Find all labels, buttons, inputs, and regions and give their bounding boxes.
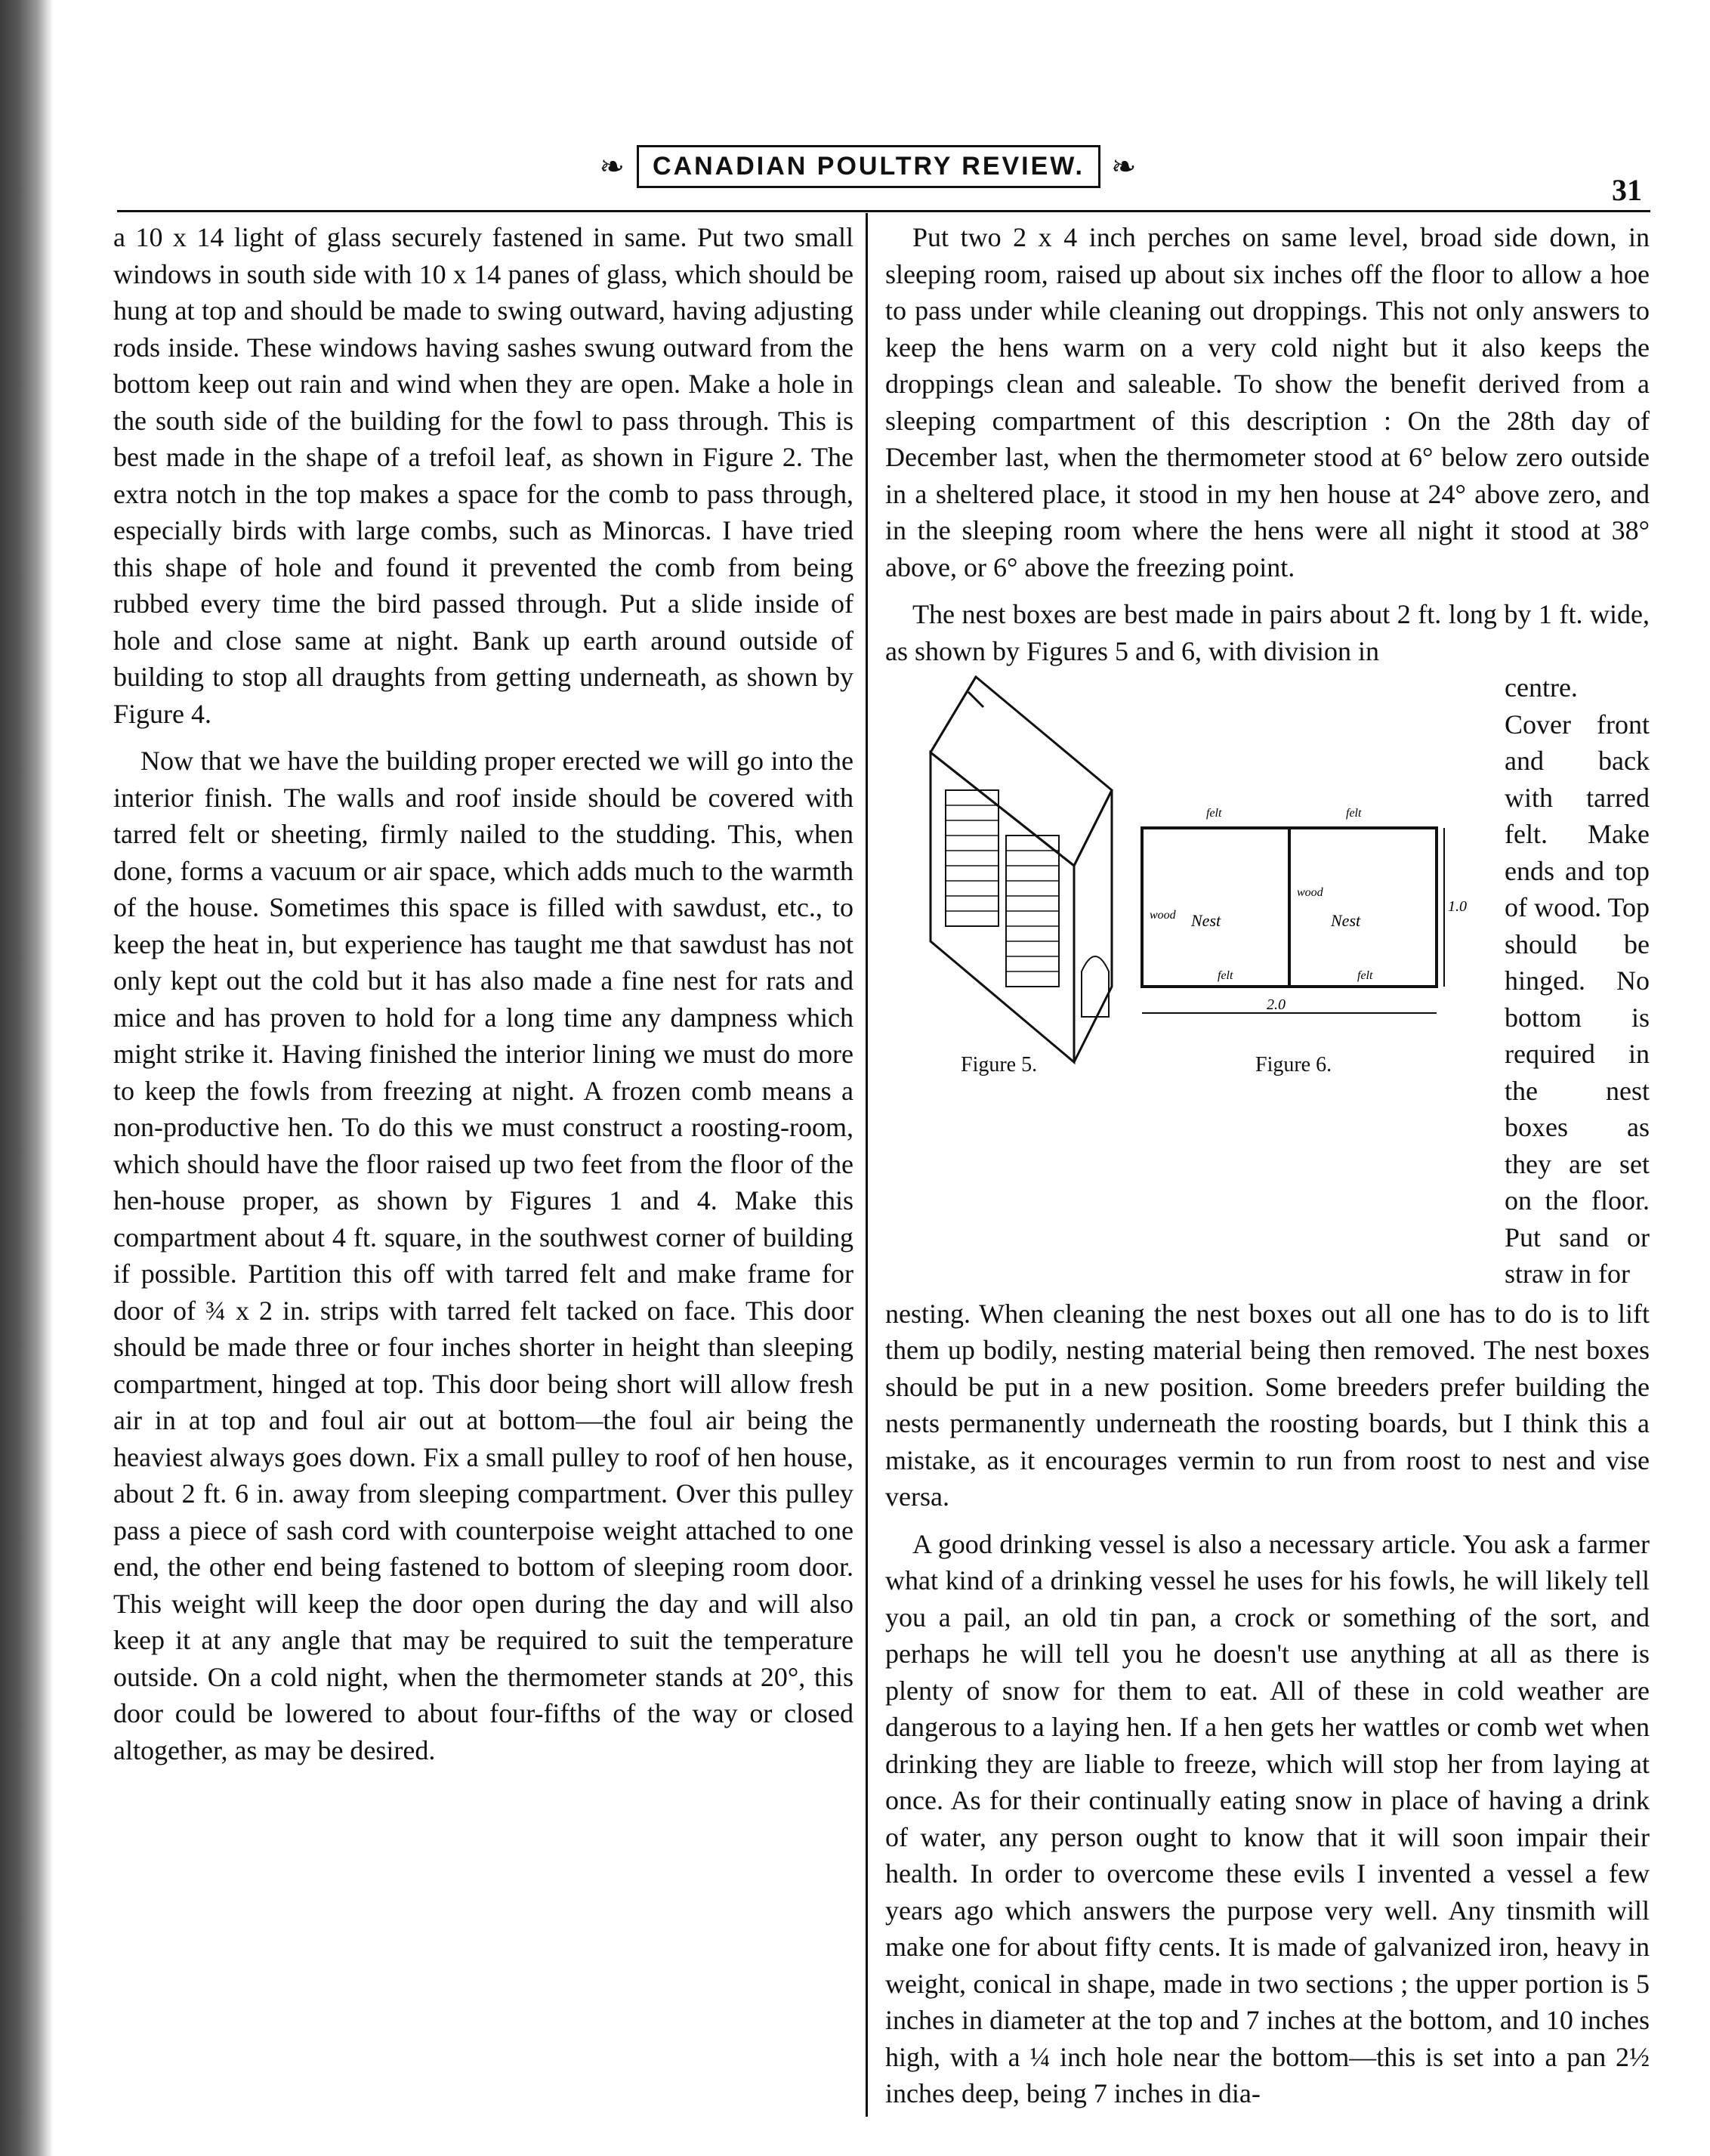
ornament-right-icon: ❧ xyxy=(1110,149,1138,184)
figure-5-caption: Figure 5. xyxy=(961,1053,1038,1076)
fig6-label-right: Nest xyxy=(1331,911,1361,930)
figure-5-nest-box-drawing xyxy=(931,677,1112,1062)
left-paragraph-1: a 10 x 14 light of glass securely fastened in same. Put two small windows in south side with 10 x 14 panes of glass, which should be hung at top and should be made to swing outward, having adjusting rods inside. These windows having sashes swung outward from the bottom keep out rain and wind when they are open. Make a hole in the south side of the building for the fowl to pass through. This is best made in the shape of a trefoil leaf, as shown in Figure 2. The extra notch in the top makes a space for the comb to pass through, especially birds with large combs, such as Minorcas. I have tried this shape of hole and found it prevented the comb from being rubbed every time the bird passed through. Put a slide inside of hole and close same at night. Bank up earth around outside of building to stop all draughts from getting underneath, as shown by Figure 4. xyxy=(113,222,853,729)
masthead xyxy=(574,136,1163,196)
figure-6-nest-box-plan xyxy=(1142,807,1467,1013)
fig6-felt-4: felt xyxy=(1357,969,1373,982)
ornament-left-icon: ❧ xyxy=(599,149,627,184)
fig6-felt-2: felt xyxy=(1346,807,1362,820)
right-paragraph-3: A good drinking vessel is also a necessary article. You ask a farmer what kind of a drinking vessel he uses for his fowls, he will likely tell you a pail, an old tin pan, a crock or something of the sort, and perhaps he will tell you he doesn't use anything at all as there is plenty of snow for them to eat. All of these in cold weather are dangerous to a laying hen. If a hen gets her wattles or comb wet when drinking they are liable to freeze, which will stop her from laying at once. As for their continually eating snow in place of having a drink of water, any person ought to know that it will soon impair their health. In order to overcome these evils I invented a vessel a few years ago which answers the purpose very well. Any tinsmith will make one for about fifty cents. It is made of galvanized iron, heavy in weight, conical in shape, made in two sections ; the upper portion is 5 inches in diameter at the top and 7 inches at the bottom, and 10 inches high, with a ¼ inch hole near the bottom—this is set into a pan 2½ inches deep, being 7 inches in dia- xyxy=(885,1528,1650,2108)
nest-box-figures-svg xyxy=(885,669,1505,1077)
fig6-dim-width: 2.0 xyxy=(1267,996,1286,1013)
left-column xyxy=(113,219,853,1779)
figure-6-caption: Figure 6. xyxy=(1255,1053,1332,1076)
right-paragraph-2-rest: nesting. When cleaning the nest boxes out all one has to do is to lift them up bodily, nesting material being then removed. The nest boxes should be put in a new position. Some breeders prefer building the nests permanently underneath the roosting boards, but I think this a mistake, as it encourages vermin to run from roost to nest and vise versa. xyxy=(885,1298,1650,1512)
column-divider xyxy=(866,213,868,2117)
fig6-felt-1: felt xyxy=(1206,807,1222,820)
fig6-wood-2: wood xyxy=(1297,886,1323,899)
scan-edge-shadow xyxy=(0,0,53,2156)
left-paragraph-2: Now that we have the building proper erected we will go into the interior finish. The walls and roof inside should be covered with tarred felt or sheeting, firmly nailed to the studding. This, when done, forms a vacuum or air space, which adds much to the warmth of the house. Sometimes this space is filled with sawdust, etc., to keep the heat in, but experience has taught me that sawdust has not only kept out the cold but it has also made a fine nest for rats and mice and has proven to hold for a long time any dampness which might strike it. Having finished the interior lining we must do more to keep the fowls from freezing at night. A frozen comb means a non-productive hen. To do this we must construct a roosting-room, which should have the floor raised up two feet from the floor of the hen-house proper, as shown by Figures 1 and 4. Make this compartment about 4 ft. square, in the southwest corner of building if possible. Partition this off with tarred felt and make frame for door of ¾ x 2 in. strips with tarred felt tacked on face. This door should be made three or four inches shorter in height than sleeping compartment, hinged at top. This door being short will allow fresh air in at top and foul air out at bottom—the foul air being the heaviest always goes down. Fix a small pulley to roof of hen house, about 2 ft. 6 in. away from sleeping compartment. Over this pulley pass a piece of sash cord with counterpoise weight attached to one end, the other end being fastened to bottom of sleeping room door. This weight will keep the door open during the day and will also keep it at any angle that may be required to suit the temperature outside. On a cold night, when the thermometer stands at 20°, this door could be lowered to about four-fifths of the way or closed altogether, as may be desired. xyxy=(113,746,853,1765)
fig6-wood-1: wood xyxy=(1150,909,1176,922)
right-column xyxy=(885,219,1650,2123)
header-rule xyxy=(117,210,1650,212)
fig6-felt-3: felt xyxy=(1218,969,1233,982)
masthead-title: CANADIAN POULTRY REVIEW. xyxy=(637,145,1100,188)
nest-box-figures xyxy=(885,669,1505,1077)
right-paragraph-2-intro: The nest boxes are best made in pairs about 2 ft. long by 1 ft. wide, as shown by Figures 5 and 6, with division in xyxy=(885,599,1650,666)
right-paragraph-1: Put two 2 x 4 inch perches on same level, broad side down, in sleeping room, raised up about six inches off the floor to allow a hoe to pass under while cleaning out droppings. This not only answers to keep the hens warm on a very cold night but it also keeps the droppings clean and saleable. To show the benefit derived from a sleeping compartment of this description : On the 28th day of December last, when the thermometer stood at 6° below zero outside in a sheltered place, it stood in my hen house at 24° above zero, and in the sleeping room where the hens were all night it stood at 38° above, or 6° above the freezing point. xyxy=(885,222,1650,582)
fig6-dim-height: 1.0 xyxy=(1448,898,1467,915)
right-paragraph-2-side: centre. Cover front and back with tarred felt. Make ends and top of wood. Top should be hinged. No bottom is required in the nest boxes as they are set on the floor. Put sand or straw in for xyxy=(1505,672,1650,1289)
page-number: 31 xyxy=(1612,173,1642,207)
nest-box-figure-row xyxy=(885,669,1650,1293)
fig6-label-left: Nest xyxy=(1191,911,1221,930)
